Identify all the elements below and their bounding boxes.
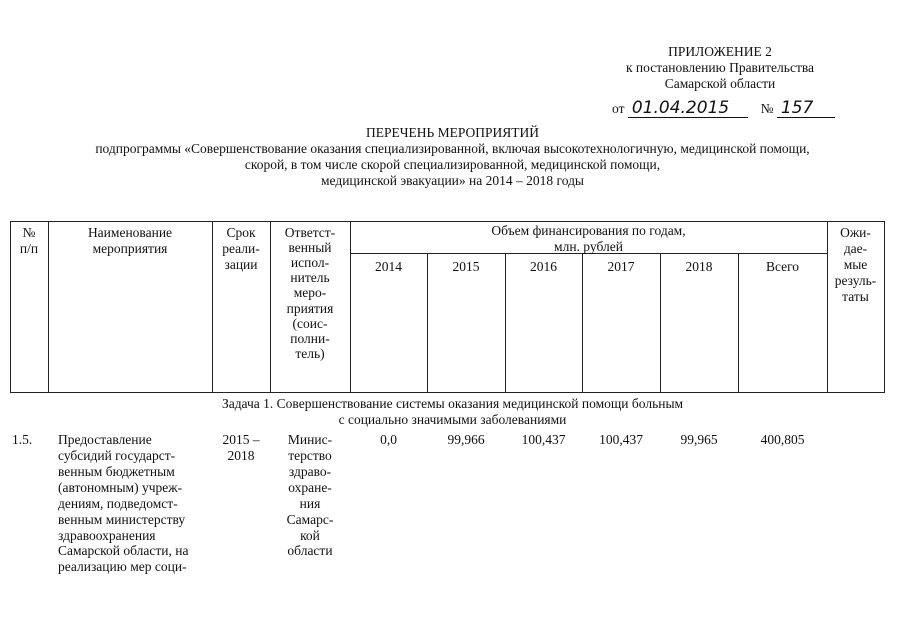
row-name-l6: венным министерству <box>58 511 186 527</box>
row-resp-l8: области <box>287 543 333 559</box>
header-name <box>48 225 212 257</box>
grid-v-11 <box>884 221 885 392</box>
row-resp-l4: охране- <box>288 479 332 495</box>
header-resp-l4: нитель <box>290 270 330 286</box>
row-term-l1: 2015 – <box>222 432 260 447</box>
row-value-2015: 99,966 <box>447 432 485 447</box>
title-line-3: скорой, в том числе скорой специализированной, медицинской помощи, <box>244 156 661 172</box>
row-term <box>212 432 270 464</box>
header-resp-l5: меро- <box>293 285 327 301</box>
header-results-l2: дае- <box>843 240 868 256</box>
header-year-2015: 2015 <box>452 259 480 274</box>
from-label: от <box>612 101 625 116</box>
header-term-l1: Срок <box>226 225 256 240</box>
document-title <box>0 125 905 189</box>
title-line-2: подпрограммы «Совершенствование оказания специализированной, включая высокотехнологичную, медицинской помощи, <box>95 140 810 156</box>
header-num-l1: № <box>22 225 36 240</box>
row-value-2016: 100,437 <box>521 432 566 447</box>
row-term-l2: 2018 <box>227 447 255 463</box>
task-line-1: Задача 1. Совершенствование системы оказания медицинской помощи больным <box>221 396 684 411</box>
row-name-l9: реализацию мер соци- <box>58 559 187 575</box>
header-funding-l2: млн. рублей <box>554 238 623 254</box>
row-name-l2: субсидий государст- <box>58 447 176 463</box>
appendix-decree: к постановлению Правительства <box>625 59 815 75</box>
row-resp-l3: здраво- <box>288 463 332 479</box>
header-year-2017: 2017 <box>607 259 635 274</box>
header-resp-l6: приятия <box>286 300 334 316</box>
header-term-l3: зации <box>224 256 258 272</box>
header-results-l4: резуль- <box>834 272 877 288</box>
number-label: № <box>760 101 774 116</box>
header-term <box>212 225 270 273</box>
row-name <box>58 432 210 575</box>
header-year-2014: 2014 <box>375 259 402 274</box>
header-resp-l2: венный <box>288 240 332 256</box>
task-heading <box>0 396 905 428</box>
header-total: Всего <box>765 259 800 274</box>
row-name-l7: здравоохранения <box>58 527 156 543</box>
header-num-l2: п/п <box>19 240 39 256</box>
header-results-l1: Ожи- <box>840 225 871 240</box>
header-funding <box>350 223 827 255</box>
header-results <box>827 225 884 305</box>
appendix-title: ПРИЛОЖЕНИЕ 2 <box>668 44 772 59</box>
row-resp-l2: терство <box>288 447 332 463</box>
row-name-l3: венным бюджетным <box>58 463 175 479</box>
row-value-2017: 100,437 <box>599 432 643 447</box>
header-name-l2: мероприятия <box>92 240 168 256</box>
row-value-2018: 99,965 <box>680 432 718 447</box>
row-value-2014: 0,0 <box>380 432 397 447</box>
row-responsible <box>270 432 350 559</box>
header-results-l3: мые <box>843 256 868 272</box>
header-results-l5: таты <box>842 288 869 304</box>
title-main: ПЕРЕЧЕНЬ МЕРОПРИЯТИЙ <box>365 125 540 140</box>
header-funding-l1: Объем финансирования по годам, <box>491 223 686 238</box>
header-resp-l3: испол- <box>290 255 330 271</box>
header-resp-l8: полни- <box>290 330 330 346</box>
header-resp-l1: Ответст- <box>284 225 336 240</box>
row-num: 1.5. <box>12 432 33 447</box>
appendix-region: Самарской области <box>664 75 776 91</box>
task-line-2: с социально значимыми заболеваниями <box>338 411 567 427</box>
row-resp-l7: кой <box>300 527 320 543</box>
appendix-header <box>590 44 850 92</box>
title-line-4: медицинской эвакуации» на 2014 – 2018 годы <box>320 172 585 188</box>
row-name-l5: дениям, подведомст- <box>58 495 178 511</box>
header-num <box>10 225 48 257</box>
header-term-l2: реали- <box>222 240 260 256</box>
handwritten-number: 157 <box>777 100 835 118</box>
header-name-l1: Наименование <box>87 225 173 240</box>
header-year-2016: 2016 <box>530 259 557 274</box>
header-responsible <box>270 225 350 361</box>
row-resp-l5: ния <box>299 495 321 511</box>
header-year-2018: 2018 <box>685 259 713 274</box>
header-resp-l9: тель) <box>295 345 325 361</box>
row-resp-l1: Минис- <box>287 432 333 447</box>
row-value-total: 400,805 <box>760 432 805 447</box>
row-name-l4: (автономным) учреж- <box>58 479 183 495</box>
table-top-border <box>10 221 885 222</box>
header-bottom-border <box>10 392 885 393</box>
row-resp-l6: Самарс- <box>286 511 334 527</box>
decree-date-number <box>612 100 835 118</box>
row-name-l8: Самарской области, на <box>58 543 189 559</box>
handwritten-date: 01.04.2015 <box>628 100 748 118</box>
row-name-l1: Предоставление <box>58 432 152 447</box>
header-resp-l7: (соис- <box>292 315 328 331</box>
